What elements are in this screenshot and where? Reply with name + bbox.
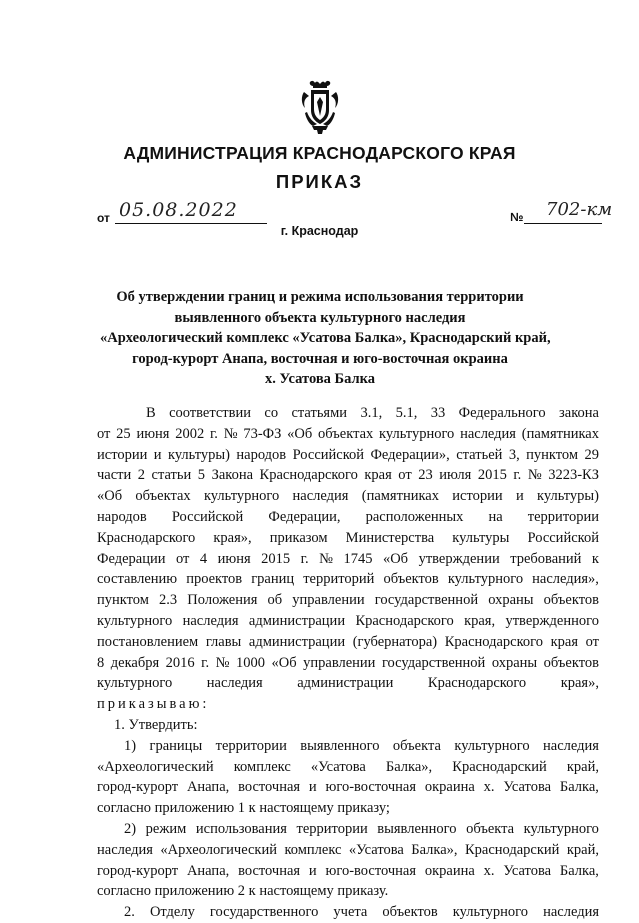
body-line: Федерации от 4 июня 2015 г. № 1745 «Об утверждении требований к [97, 550, 599, 567]
body-line: город-курорт Анапа, восточная и юго-восточная окраина х. Усатова Балка, [97, 862, 599, 879]
date-line [97, 199, 267, 225]
city-label: г. Краснодар [280, 224, 359, 238]
title-line: выявленного объекта культурного наследия [174, 309, 466, 326]
body-line: культурного наследия администрации Краснодарского края», [97, 675, 599, 692]
body-line: город-курорт Анапа, восточная и юго-восточная окраина х. Усатова Балка, [97, 779, 599, 796]
document-body [97, 403, 599, 923]
item-1-heading: 1. Утвердить: [114, 716, 198, 733]
body-line: от 25 июня 2002 г. № 73-ФЗ «Об объектах культурного наследия (памятниках [97, 425, 599, 442]
body-line: народов Российской Федерации, расположенных на территории [97, 508, 599, 525]
body-line: 1) границы территории выявленного объекта культурного наследия [124, 737, 599, 754]
body-line: В соответствии со статьями 3.1, 5.1, 33 Федерального закона [146, 405, 599, 421]
body-line: Краснодарского края», приказом Министерства культуры Российской [97, 529, 599, 546]
body-line: составлению проектов границ территорий объектов культурного наследия», [97, 571, 599, 588]
order-word: приказываю: [97, 696, 210, 713]
body-line: «Археологический комплекс «Усатова Балка», Краснодарский край, [97, 758, 599, 775]
body-line: части 2 статьи 5 Закона Краснодарского края от 23 июля 2015 г. № 3223-КЗ [97, 467, 599, 484]
document-title [100, 287, 551, 390]
body-line: «Об объектах культурного наследия (памятниках истории и культуры) [97, 488, 599, 505]
handwritten-date: 05.08.2022 [119, 199, 238, 221]
body-line: культурного наследия администрации Краснодарского края, утвержденного [97, 612, 599, 629]
date-prefix: от [97, 211, 110, 225]
body-line: истории и культуры) народов Российской Федерации», статьей 3, пунктом 29 [97, 446, 599, 463]
title-line: «Археологический комплекс «Усатова Балка», Краснодарский край, [100, 330, 551, 346]
title-line: х. Усатова Балка [264, 371, 376, 387]
body-line: 2. Отделу государственного учета объектов культурного наследия [124, 904, 599, 921]
handwritten-number: 702-км [546, 199, 613, 220]
title-line: Об утверждении границ и режима использования территории [116, 289, 524, 305]
title-line: город-курорт Анапа, восточная и юго-восточная окраина [132, 350, 508, 367]
coat-of-arms-emblem [299, 78, 341, 136]
organization-heading: АДМИНИСТРАЦИЯ КРАСНОДАРСКОГО КРАЯ [123, 143, 516, 163]
body-line: пунктом 2.3 Положения об управлении государственной охраны объектов [97, 592, 599, 609]
body-line: 8 декабря 2016 г. № 1000 «Об управлении государственной охраны объектов [97, 654, 599, 671]
document-type-heading: ПРИКАЗ [275, 171, 364, 192]
body-line: наследия «Археологический комплекс «Усатова Балка», Краснодарский край, [97, 841, 599, 858]
number-prefix: № [510, 210, 524, 224]
body-line: согласно приложению 1 к настоящему приказу; [97, 800, 390, 817]
body-line: 2) режим использования территории выявленного объекта культурного [124, 820, 599, 837]
body-line: согласно приложению 2 к настоящему приказу. [97, 883, 389, 900]
number-line [510, 199, 613, 225]
body-line: постановлением главы администрации (губернатора) Краснодарского края от [97, 633, 599, 650]
